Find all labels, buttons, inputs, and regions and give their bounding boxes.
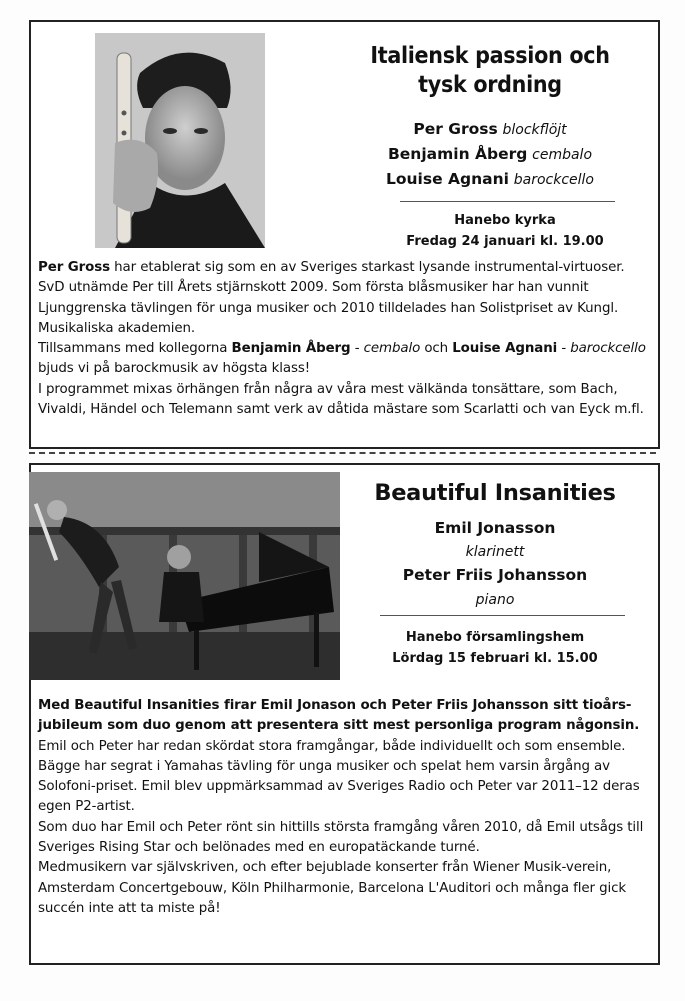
- concert2-title: Beautiful Insanities: [374, 480, 616, 506]
- performer-name: Emil Jonasson: [434, 519, 556, 537]
- concert1-paragraph-1: [38, 258, 650, 339]
- concert2-date: Lördag 15 februari kl. 15.00: [392, 651, 598, 666]
- concert1-title-line2: tysk ordning: [418, 72, 562, 98]
- concert1-divider: [400, 201, 615, 202]
- concert1-performer-2: [330, 142, 650, 167]
- performer-instrument: cembalo: [532, 147, 593, 163]
- concert1-venue-block: [340, 210, 670, 252]
- paragraph-text: -: [350, 341, 364, 357]
- concert2-performer-1-name: [340, 516, 650, 540]
- concert2-venue: Hanebo församlingshem: [405, 630, 585, 645]
- concert2-performer-2-instrument: [340, 587, 650, 612]
- concert2-lead: Med Beautiful Insanities firar Emil Jonason och Peter Friis Johansson sitt tioårs-jubileum som duo genom att presentera sitt mest personliga program någonsin.: [38, 698, 640, 734]
- paragraph-text: och: [420, 341, 453, 357]
- performer-instrument: blockflöjt: [502, 122, 567, 138]
- performer-name: Peter Friis Johansson: [402, 566, 588, 584]
- concert1-title-line1: Italiensk passion och: [370, 43, 610, 69]
- instrument-text: cembalo: [363, 341, 421, 357]
- concert1-date: Fredag 24 januari kl. 19.00: [406, 234, 604, 249]
- paragraph-text: -: [557, 341, 571, 357]
- concert2-paragraph-1: Emil och Peter har redan skördat stora framgångar, både individuellt och som ensemble. Bägge har segrat i Yamahas tävling för unga musiker och spelat hem varsin årgång av Solofoni-priset. Emil blev uppmärksammad av Sveriges Radio och Peter var 2011–12 deras egen P2-artist.: [38, 738, 640, 815]
- clarinet-piano-duo-photo: [29, 472, 340, 680]
- performer-instrument: klarinett: [465, 544, 525, 560]
- performer-name: Benjamin Åberg: [387, 145, 528, 163]
- highlight-name: Benjamin Åberg: [231, 341, 351, 357]
- highlight-name: Louise Agnani: [452, 341, 558, 357]
- performer-name: Louise Agnani: [386, 170, 509, 188]
- concert2-performer-1-instrument: [340, 539, 650, 564]
- concert1-description: [38, 258, 650, 420]
- highlight-name: Per Gross: [38, 260, 110, 275]
- performer-instrument: barockcello: [513, 172, 594, 188]
- concert1-performer-1: [330, 117, 650, 142]
- concert2-description: [38, 696, 650, 919]
- concert1-venue: Hanebo kyrka: [454, 213, 556, 228]
- duo-photo: [29, 472, 340, 680]
- concert1-title: [330, 42, 650, 100]
- concert2-paragraph-3: Medmusikern var självskriven, och efter bejublade konserter från Wiener Musik-verein, Amsterdam Concertgebouw, Köln Philharmonie, Barcelona L'Auditori och många fler gick succén inte att ta miste på!: [38, 860, 627, 916]
- section-separator: [29, 452, 656, 454]
- concert1-performer-3: [330, 167, 650, 192]
- paragraph-text: bjuds vi på barockmusik av högsta klass!: [38, 361, 311, 377]
- concert2-paragraph-2: Som duo har Emil och Peter rönt sin hittills största framgång våren 2010, då Emil utsågs till Sveriges Rising Star och belönades med en europatäckande turné.: [38, 819, 644, 856]
- concert2-venue-block: [340, 627, 650, 669]
- concert1-paragraph-2: [38, 339, 650, 380]
- per-gross-photo: [95, 33, 265, 248]
- instrument-text: barockcello: [570, 341, 646, 357]
- concert2-performer-2-name: [340, 563, 650, 587]
- recorder-player-portrait: [95, 33, 265, 248]
- performer-instrument: piano: [475, 592, 515, 608]
- performer-name: Per Gross: [413, 120, 498, 138]
- concert1-paragraph-3: I programmet mixas örhängen från några av våra mest välkända tonsättare, som Bach, Vivaldi, Händel och Telemann samt verk av dåtida mästare som Scarlatti och van Eyck m.fl.: [38, 381, 644, 418]
- paragraph-text: har etablerat sig som en av Sveriges starkast lysande instrumental-virtuoser. SvD utnämde Per till Årets stjärnskott 2009. Som första blåsmusiker har han vunnit Ljunggrenska tävlingen för unga musiker och 2010 tilldelades han Solistpriset av Kungl. Musikaliska akademien.: [38, 260, 625, 336]
- paragraph-text: Tillsammans med kollegorna: [38, 341, 232, 357]
- concert2-divider: [380, 615, 625, 616]
